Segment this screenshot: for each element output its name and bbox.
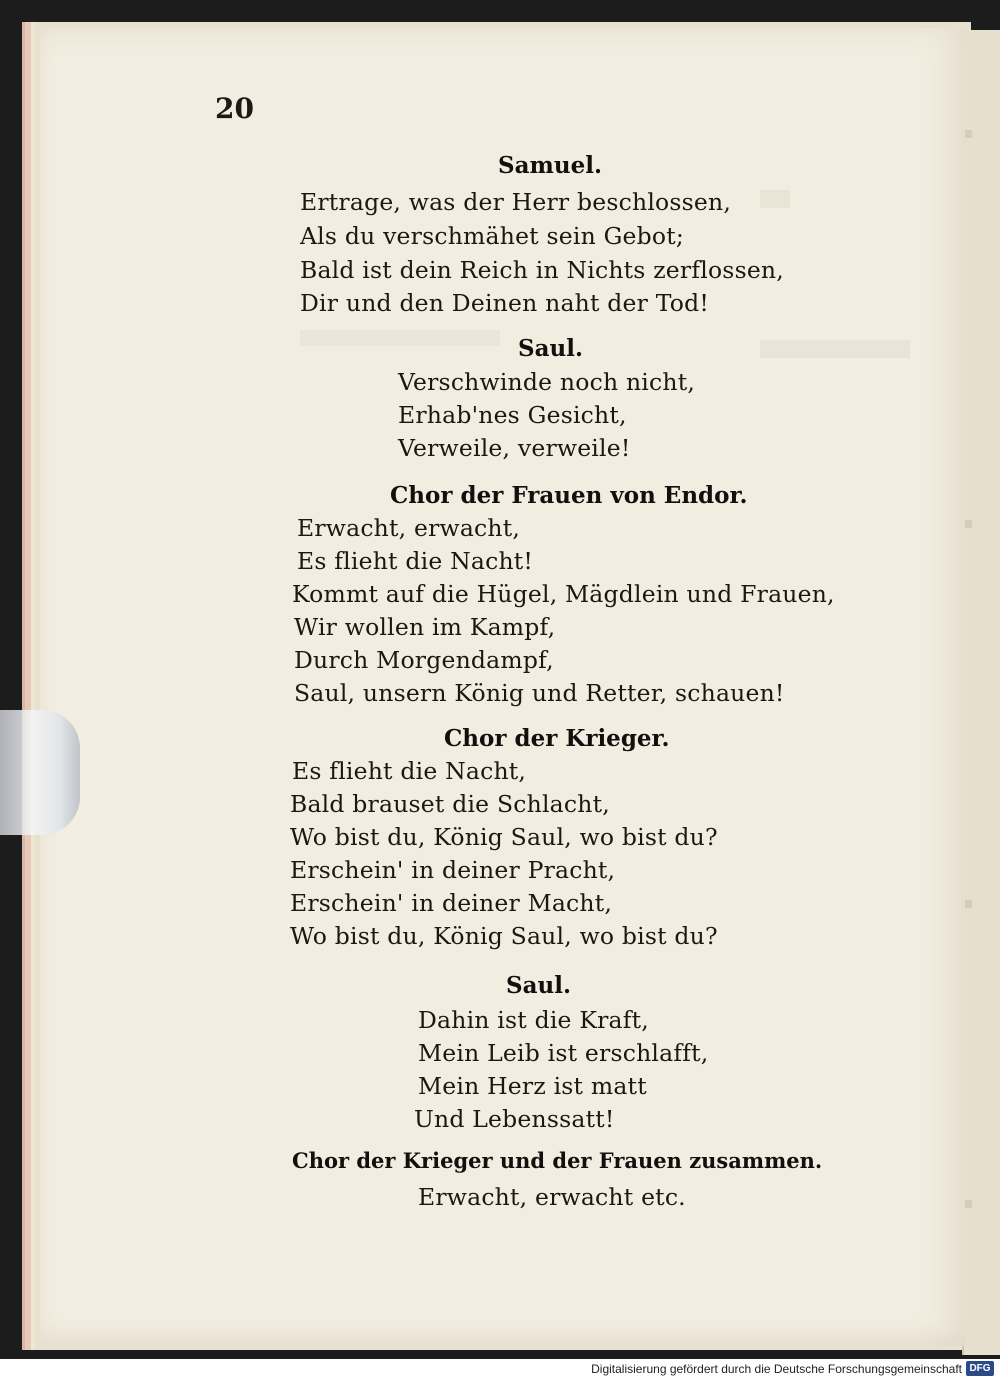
verse-line: Wo bist du, König Saul, wo bist du? — [290, 823, 718, 851]
verse-line: Verweile, verweile! — [398, 434, 631, 462]
dfg-logo: DFG — [966, 1361, 994, 1376]
page-clip — [0, 710, 80, 835]
verse-line: Als du verschmähet sein Gebot; — [300, 222, 685, 250]
verse-line: Es flieht die Nacht, — [292, 757, 527, 785]
verse-line: Mein Herz ist matt — [418, 1072, 647, 1100]
verse-line: Saul, unsern König und Retter, schauen! — [294, 679, 785, 707]
show-through — [300, 330, 500, 346]
verse-line: Und Lebenssatt! — [414, 1105, 615, 1133]
speaker-heading: Saul. — [506, 972, 571, 999]
verse-line: Dir und den Deinen naht der Tod! — [300, 289, 710, 317]
verse-line: Wo bist du, König Saul, wo bist du? — [290, 922, 718, 950]
speaker-heading: Samuel. — [498, 152, 602, 179]
show-through — [760, 340, 910, 358]
page-number: 20 — [215, 92, 254, 125]
verse-line: Dahin ist die Kraft, — [418, 1006, 649, 1034]
speaker-heading: Chor der Krieger und der Frauen zusammen. — [292, 1148, 823, 1173]
verse-line: Bald brauset die Schlacht, — [290, 790, 610, 818]
verse-line: Erwacht, erwacht etc. — [418, 1183, 686, 1211]
verse-line: Erschein' in deiner Macht, — [290, 889, 613, 917]
verse-line: Bald ist dein Reich in Nichts zerflossen, — [300, 256, 784, 284]
verse-line: Mein Leib ist erschlafft, — [418, 1039, 709, 1067]
verse-line: Erwacht, erwacht, — [297, 514, 521, 542]
verse-line: Verschwinde noch nicht, — [398, 368, 696, 396]
verse-line: Durch Morgendampf, — [294, 646, 554, 674]
verse-line: Es flieht die Nacht! — [297, 547, 534, 575]
verse-line: Erschein' in deiner Pracht, — [290, 856, 616, 884]
speaker-heading: Chor der Frauen von Endor. — [390, 482, 748, 509]
speaker-heading: Saul. — [518, 335, 583, 362]
speaker-heading: Chor der Krieger. — [444, 725, 670, 752]
verse-line: Erhab'nes Gesicht, — [398, 401, 627, 429]
footer-bar — [0, 1359, 1000, 1379]
next-page-edge — [962, 30, 1000, 1355]
verse-line: Wir wollen im Kampf, — [294, 613, 556, 641]
footer-credit: Digitalisierung gefördert durch die Deutsche Forschungsgemeinschaft — [591, 1362, 962, 1376]
show-through — [760, 190, 790, 208]
verse-line: Ertrage, was der Herr beschlossen, — [300, 188, 732, 216]
verse-line: Kommt auf die Hügel, Mägdlein und Frauen, — [292, 580, 835, 608]
